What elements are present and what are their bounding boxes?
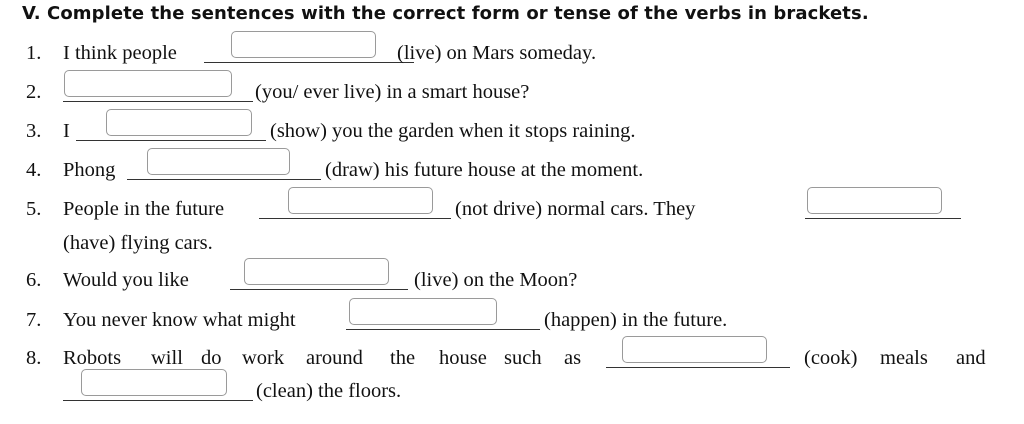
answer-underline bbox=[606, 367, 790, 368]
sentence-word: and bbox=[956, 347, 986, 369]
answer-input-7[interactable] bbox=[349, 298, 497, 325]
sentence-text: (you/ ever live) in a smart house? bbox=[255, 81, 530, 103]
answer-input-8b[interactable] bbox=[81, 369, 227, 396]
sentence-1 bbox=[20, 38, 1016, 68]
sentence-text: (have) flying cars. bbox=[63, 232, 213, 254]
sentence-word: meals bbox=[880, 347, 928, 369]
answer-input-3[interactable] bbox=[106, 109, 252, 136]
item-number: 6. bbox=[26, 269, 42, 291]
sentence-text: Would you like bbox=[63, 269, 189, 291]
sentence-8-continued bbox=[20, 376, 1016, 406]
answer-underline bbox=[346, 329, 540, 330]
item-number: 4. bbox=[26, 159, 42, 181]
item-number: 2. bbox=[26, 81, 42, 103]
item-number: 7. bbox=[26, 309, 42, 331]
sentence-text: (happen) in the future. bbox=[544, 309, 728, 331]
answer-input-8a[interactable] bbox=[622, 336, 767, 363]
sentence-word: do bbox=[201, 347, 222, 369]
sentence-word: house bbox=[439, 347, 487, 369]
sentence-word: Robots bbox=[63, 347, 122, 369]
sentence-word: work bbox=[242, 347, 285, 369]
sentence-6 bbox=[20, 265, 1016, 295]
answer-underline bbox=[63, 400, 253, 401]
answer-underline bbox=[805, 218, 961, 219]
sentence-text: You never know what might bbox=[63, 309, 296, 331]
item-number: 3. bbox=[26, 120, 42, 142]
sentence-5-continued bbox=[20, 228, 1016, 258]
answer-underline bbox=[63, 101, 253, 102]
sentence-word: the bbox=[390, 347, 416, 369]
sentence-text: (clean) the floors. bbox=[256, 380, 402, 402]
sentence-text: People in the future bbox=[63, 198, 225, 220]
answer-input-5a[interactable] bbox=[288, 187, 433, 214]
sentence-text: (not drive) normal cars. They bbox=[455, 198, 696, 220]
answer-underline bbox=[76, 140, 266, 141]
answer-input-6[interactable] bbox=[244, 258, 389, 285]
sentence-4 bbox=[20, 155, 1016, 185]
sentence-text: I think people bbox=[63, 42, 177, 64]
sentence-word: such bbox=[504, 347, 542, 369]
sentence-7 bbox=[20, 305, 1016, 335]
answer-input-4[interactable] bbox=[147, 148, 290, 175]
answer-underline bbox=[127, 179, 321, 180]
sentence-text: (live) on Mars someday. bbox=[397, 42, 597, 64]
exercise-title: V. Complete the sentences with the correct form or tense of the verbs in brackets. bbox=[22, 3, 869, 24]
answer-underline bbox=[204, 62, 414, 63]
answer-input-5b[interactable] bbox=[807, 187, 942, 214]
sentence-3 bbox=[20, 116, 1016, 146]
sentence-5 bbox=[20, 194, 1016, 224]
sentence-word: (cook) bbox=[804, 347, 858, 369]
item-number: 1. bbox=[26, 42, 42, 64]
answer-underline bbox=[259, 218, 451, 219]
sentence-word: as bbox=[564, 347, 582, 369]
sentence-text: (draw) his future house at the moment. bbox=[325, 159, 644, 181]
sentence-text: Phong bbox=[63, 159, 116, 181]
sentence-text: (show) you the garden when it stops raining. bbox=[270, 120, 636, 142]
answer-input-1[interactable] bbox=[231, 31, 376, 58]
item-number: 8. bbox=[26, 347, 42, 369]
sentence-2 bbox=[20, 77, 1016, 107]
sentence-word: will bbox=[151, 347, 183, 369]
sentence-text: (live) on the Moon? bbox=[414, 269, 578, 291]
item-number: 5. bbox=[26, 198, 42, 220]
answer-input-2[interactable] bbox=[64, 70, 232, 97]
sentence-word: around bbox=[306, 347, 363, 369]
answer-underline bbox=[230, 289, 408, 290]
sentence-text: I bbox=[63, 120, 70, 142]
